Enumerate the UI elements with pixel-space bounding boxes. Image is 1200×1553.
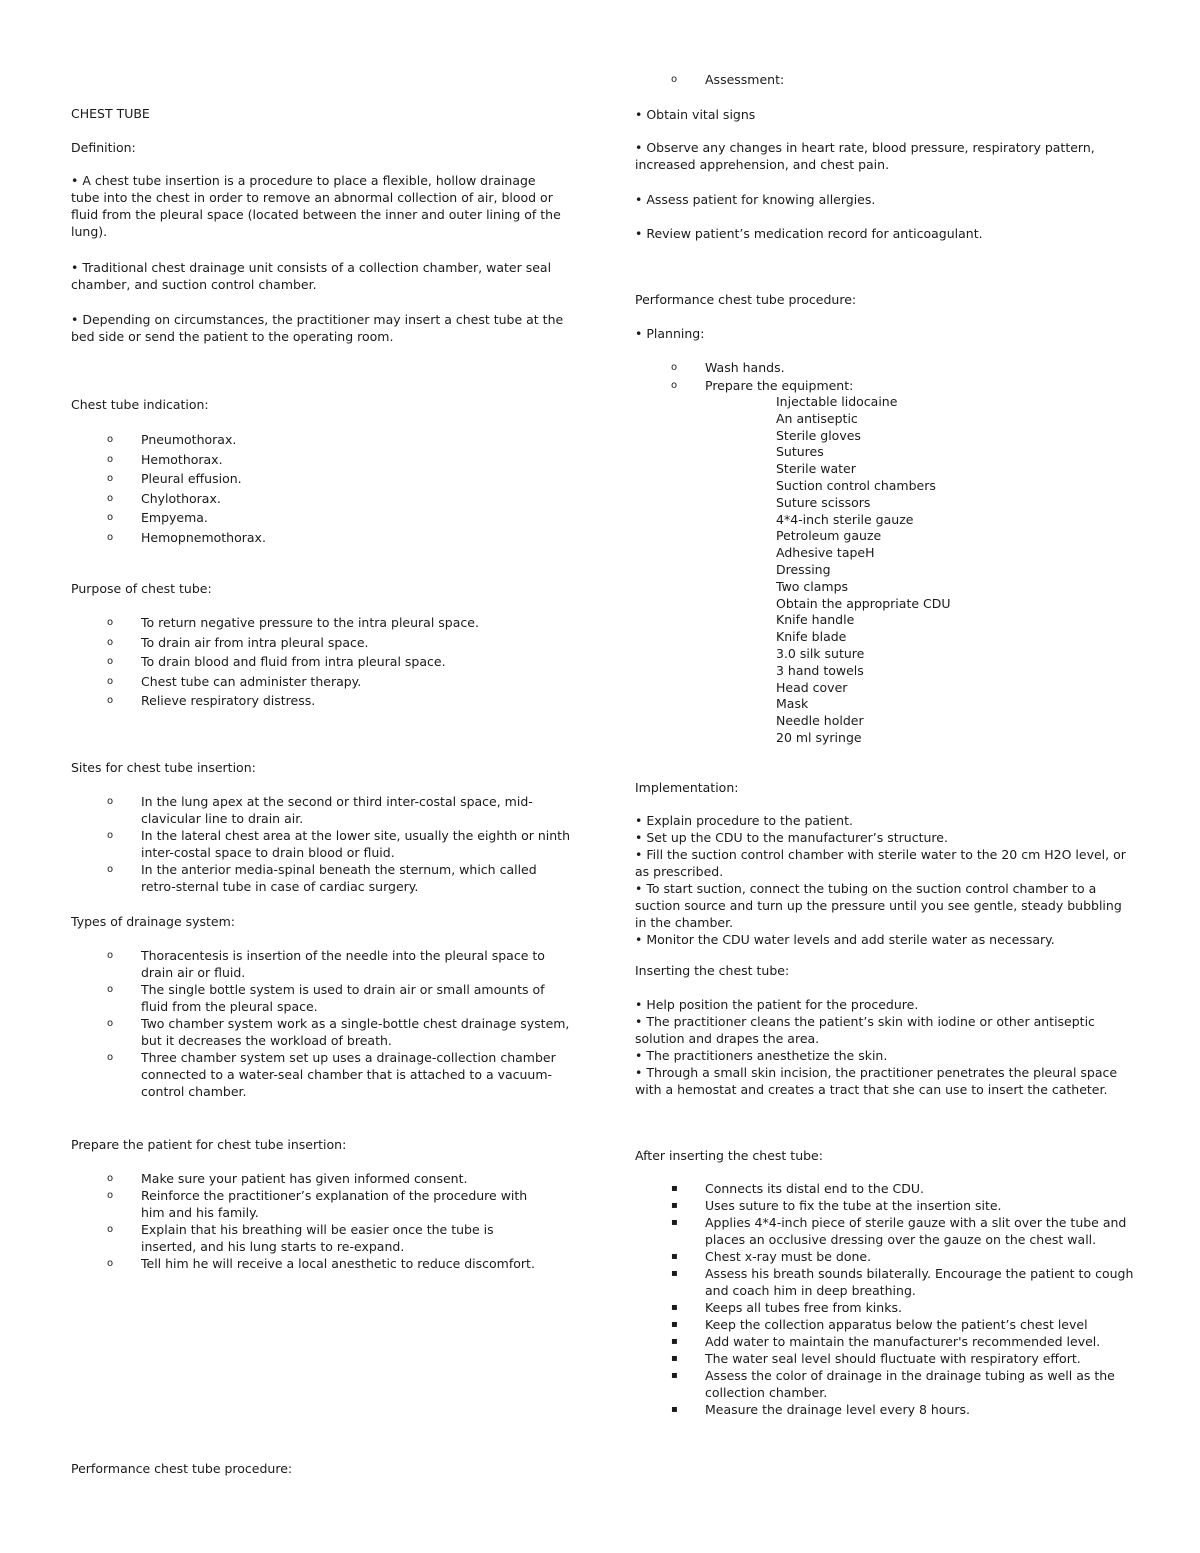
list-item: Head cover: [776, 679, 848, 695]
list-item: • Explain procedure to the patient.: [635, 813, 853, 828]
list-item: ▪ Assess the color of drainage in the drainage tubing as well as the collection chamber.: [635, 1367, 1135, 1401]
list-item: o Tell him he will receive a local anesthetic to reduce discomfort.: [71, 1255, 541, 1272]
prepare-heading: Prepare the patient for chest tube insertion:: [71, 1137, 347, 1152]
list-item: o Chylothorax.: [71, 489, 571, 509]
list-item: ▪ Uses suture to fix the tube at the insertion site.: [635, 1197, 1135, 1214]
inserting-list: [635, 996, 1130, 1098]
list-item: o To drain air from intra pleural space.: [71, 633, 571, 653]
list-item: o Chest tube can administer therapy.: [71, 672, 571, 692]
equipment-list: [776, 394, 1076, 747]
definition-heading: Definition:: [71, 140, 136, 155]
list-item: o Prepare the equipment:: [635, 377, 1135, 395]
purpose-list: [71, 613, 571, 711]
list-item: • The practitioners anesthetize the skin.: [635, 1048, 888, 1063]
list-item: • To start suction, connect the tubing on the suction control chamber to a suction source and turn up the pressure until you see gentle, steady bubbling in the chamber.: [635, 881, 1122, 930]
list-item: o To drain blood and fluid from intra pleural space.: [71, 652, 571, 672]
list-item: Knife handle: [776, 612, 855, 628]
list-item: ▪ Add water to maintain the manufacturer's recommended level.: [635, 1333, 1135, 1350]
list-item: Needle holder: [776, 713, 864, 729]
list-item: 3 hand towels: [776, 662, 864, 678]
list-item: o Thoracentesis is insertion of the needle into the pleural space to drain air or fluid.: [71, 947, 571, 981]
list-item: • The practitioner cleans the patient’s skin with iodine or other antiseptic solution and drapes the area.: [635, 1014, 1095, 1046]
list-item: o Two chamber system work as a single-bottle chest drainage system, but it decreases the workload of breath.: [71, 1015, 571, 1049]
list-item: • Set up the CDU to the manufacturer’s structure.: [635, 830, 948, 845]
list-item: • Through a small skin incision, the practitioner penetrates the pleural space with a hemostat and creates a tract that she can use to insert the catheter.: [635, 1065, 1118, 1097]
prepare-list: [71, 1170, 541, 1272]
list-item: Suture scissors: [776, 494, 871, 510]
list-item: o Hemothorax.: [71, 450, 571, 470]
implementation-heading: Implementation:: [635, 780, 739, 795]
list-item: ▪ The water seal level should fluctuate with respiratory effort.: [635, 1350, 1135, 1367]
types-heading: Types of drainage system:: [71, 914, 236, 929]
list-item: o To return negative pressure to the intra pleural space.: [71, 613, 571, 633]
list-item: o In the lung apex at the second or third inter-costal space, mid-clavicular line to drain air.: [71, 793, 571, 827]
list-item: ▪ Assess his breath sounds bilaterally. Encourage the patient to cough and coach him in deep breathing.: [635, 1265, 1135, 1299]
list-item: Dressing: [776, 561, 831, 577]
sites-heading: Sites for chest tube insertion:: [71, 760, 256, 775]
list-item: • Help position the patient for the procedure.: [635, 997, 919, 1012]
definition-para-3: • Depending on circumstances, the practitioner may insert a chest tube at the bed side or send the patient to the operating room.: [71, 312, 564, 344]
definition-para-2: • Traditional chest drainage unit consists of a collection chamber, water seal chamber, and suction control chamber.: [71, 260, 552, 292]
list-item: o The single bottle system is used to drain air or small amounts of fluid from the pleural space.: [71, 981, 571, 1015]
list-item: ▪ Keep the collection apparatus below the patient’s chest level: [635, 1316, 1135, 1333]
performance-heading: Performance chest tube procedure:: [635, 292, 857, 307]
list-item: o Pneumothorax.: [71, 430, 571, 450]
list-item: o Pleural effusion.: [71, 469, 571, 489]
list-item: ▪ Applies 4*4-inch piece of sterile gauze with a slit over the tube and places an occlusive dressing over the gauze on the chest wall.: [635, 1214, 1135, 1248]
list-item: Injectable lidocaine: [776, 394, 898, 409]
list-item: o Empyema.: [71, 508, 571, 528]
implementation-list: [635, 812, 1130, 948]
list-item: ▪ Measure the drainage level every 8 hours.: [635, 1401, 1135, 1418]
list-item: Sutures: [776, 444, 824, 460]
purpose-heading: Purpose of chest tube:: [71, 581, 212, 596]
list-item: Mask: [776, 696, 809, 712]
list-item: Petroleum gauze: [776, 528, 882, 544]
types-list: [71, 947, 571, 1100]
list-item: An antiseptic: [776, 410, 858, 426]
footer-heading: Performance chest tube procedure:: [71, 1461, 293, 1476]
planning-list: [635, 359, 1135, 395]
indication-heading: Chest tube indication:: [71, 397, 209, 412]
assessment-para-3: • Assess patient for knowing allergies.: [635, 192, 876, 207]
planning-heading: • Planning:: [635, 326, 705, 341]
list-item: 4*4-inch sterile gauze: [776, 511, 914, 527]
list-item: Adhesive tapeH: [776, 545, 875, 561]
list-item: Obtain the appropriate CDU: [776, 595, 951, 611]
list-item: Two clamps: [776, 578, 849, 594]
list-item: Sterile water: [776, 461, 856, 477]
assessment-list: [635, 71, 1135, 88]
document-title: CHEST TUBE: [71, 106, 150, 121]
list-item: ▪ Chest x-ray must be done.: [635, 1248, 1135, 1265]
list-item: 3.0 silk suture: [776, 645, 865, 661]
list-item: o Explain that his breathing will be easier once the tube is inserted, and his lung starts to re-expand.: [71, 1221, 541, 1255]
inserting-heading: Inserting the chest tube:: [635, 963, 790, 978]
list-item: o In the anterior media-spinal beneath the sternum, which called retro-sternal tube in case of cardiac surgery.: [71, 861, 571, 895]
sites-list: [71, 793, 571, 895]
list-item: o Wash hands.: [635, 359, 1135, 377]
list-item: o Reinforce the practitioner’s explanation of the procedure with him and his family.: [71, 1187, 541, 1221]
list-item: Suction control chambers: [776, 477, 936, 493]
list-item: ▪ Connects its distal end to the CDU.: [635, 1180, 1135, 1197]
list-item: o Relieve respiratory distress.: [71, 691, 571, 711]
list-item: o Hemopnemothorax.: [71, 528, 571, 548]
list-item: o Three chamber system set up uses a drainage-collection chamber connected to a water-seal chamber that is attached to a vacuum-control chamber.: [71, 1049, 571, 1100]
list-item: 20 ml syringe: [776, 729, 862, 745]
list-item: Sterile gloves: [776, 427, 861, 443]
after-list: [635, 1180, 1135, 1418]
list-item: • Monitor the CDU water levels and add sterile water as necessary.: [635, 932, 1055, 947]
assessment-para-2: • Observe any changes in heart rate, blood pressure, respiratory pattern, increased apprehension, and chest pain.: [635, 140, 1095, 172]
indication-list: [71, 430, 571, 548]
assessment-heading: o Assessment:: [635, 71, 1135, 88]
after-heading: After inserting the chest tube:: [635, 1148, 823, 1163]
list-item: Knife blade: [776, 629, 847, 645]
list-item: o Make sure your patient has given informed consent.: [71, 1170, 541, 1187]
assessment-para-4: • Review patient’s medication record for anticoagulant.: [635, 226, 983, 241]
assessment-para-1: • Obtain vital signs: [635, 107, 756, 122]
list-item: o In the lateral chest area at the lower site, usually the eighth or ninth inter-costal space to drain blood or fluid.: [71, 827, 571, 861]
list-item: ▪ Keeps all tubes free from kinks.: [635, 1299, 1135, 1316]
definition-para-1: • A chest tube insertion is a procedure to place a flexible, hollow drainage tube into the chest in order to remove an abnormal collection of air, blood or fluid from the pleural space (located between the inner and outer lining of the lung).: [71, 173, 561, 239]
list-item: • Fill the suction control chamber with sterile water to the 20 cm H2O level, or as prescribed.: [635, 847, 1126, 879]
